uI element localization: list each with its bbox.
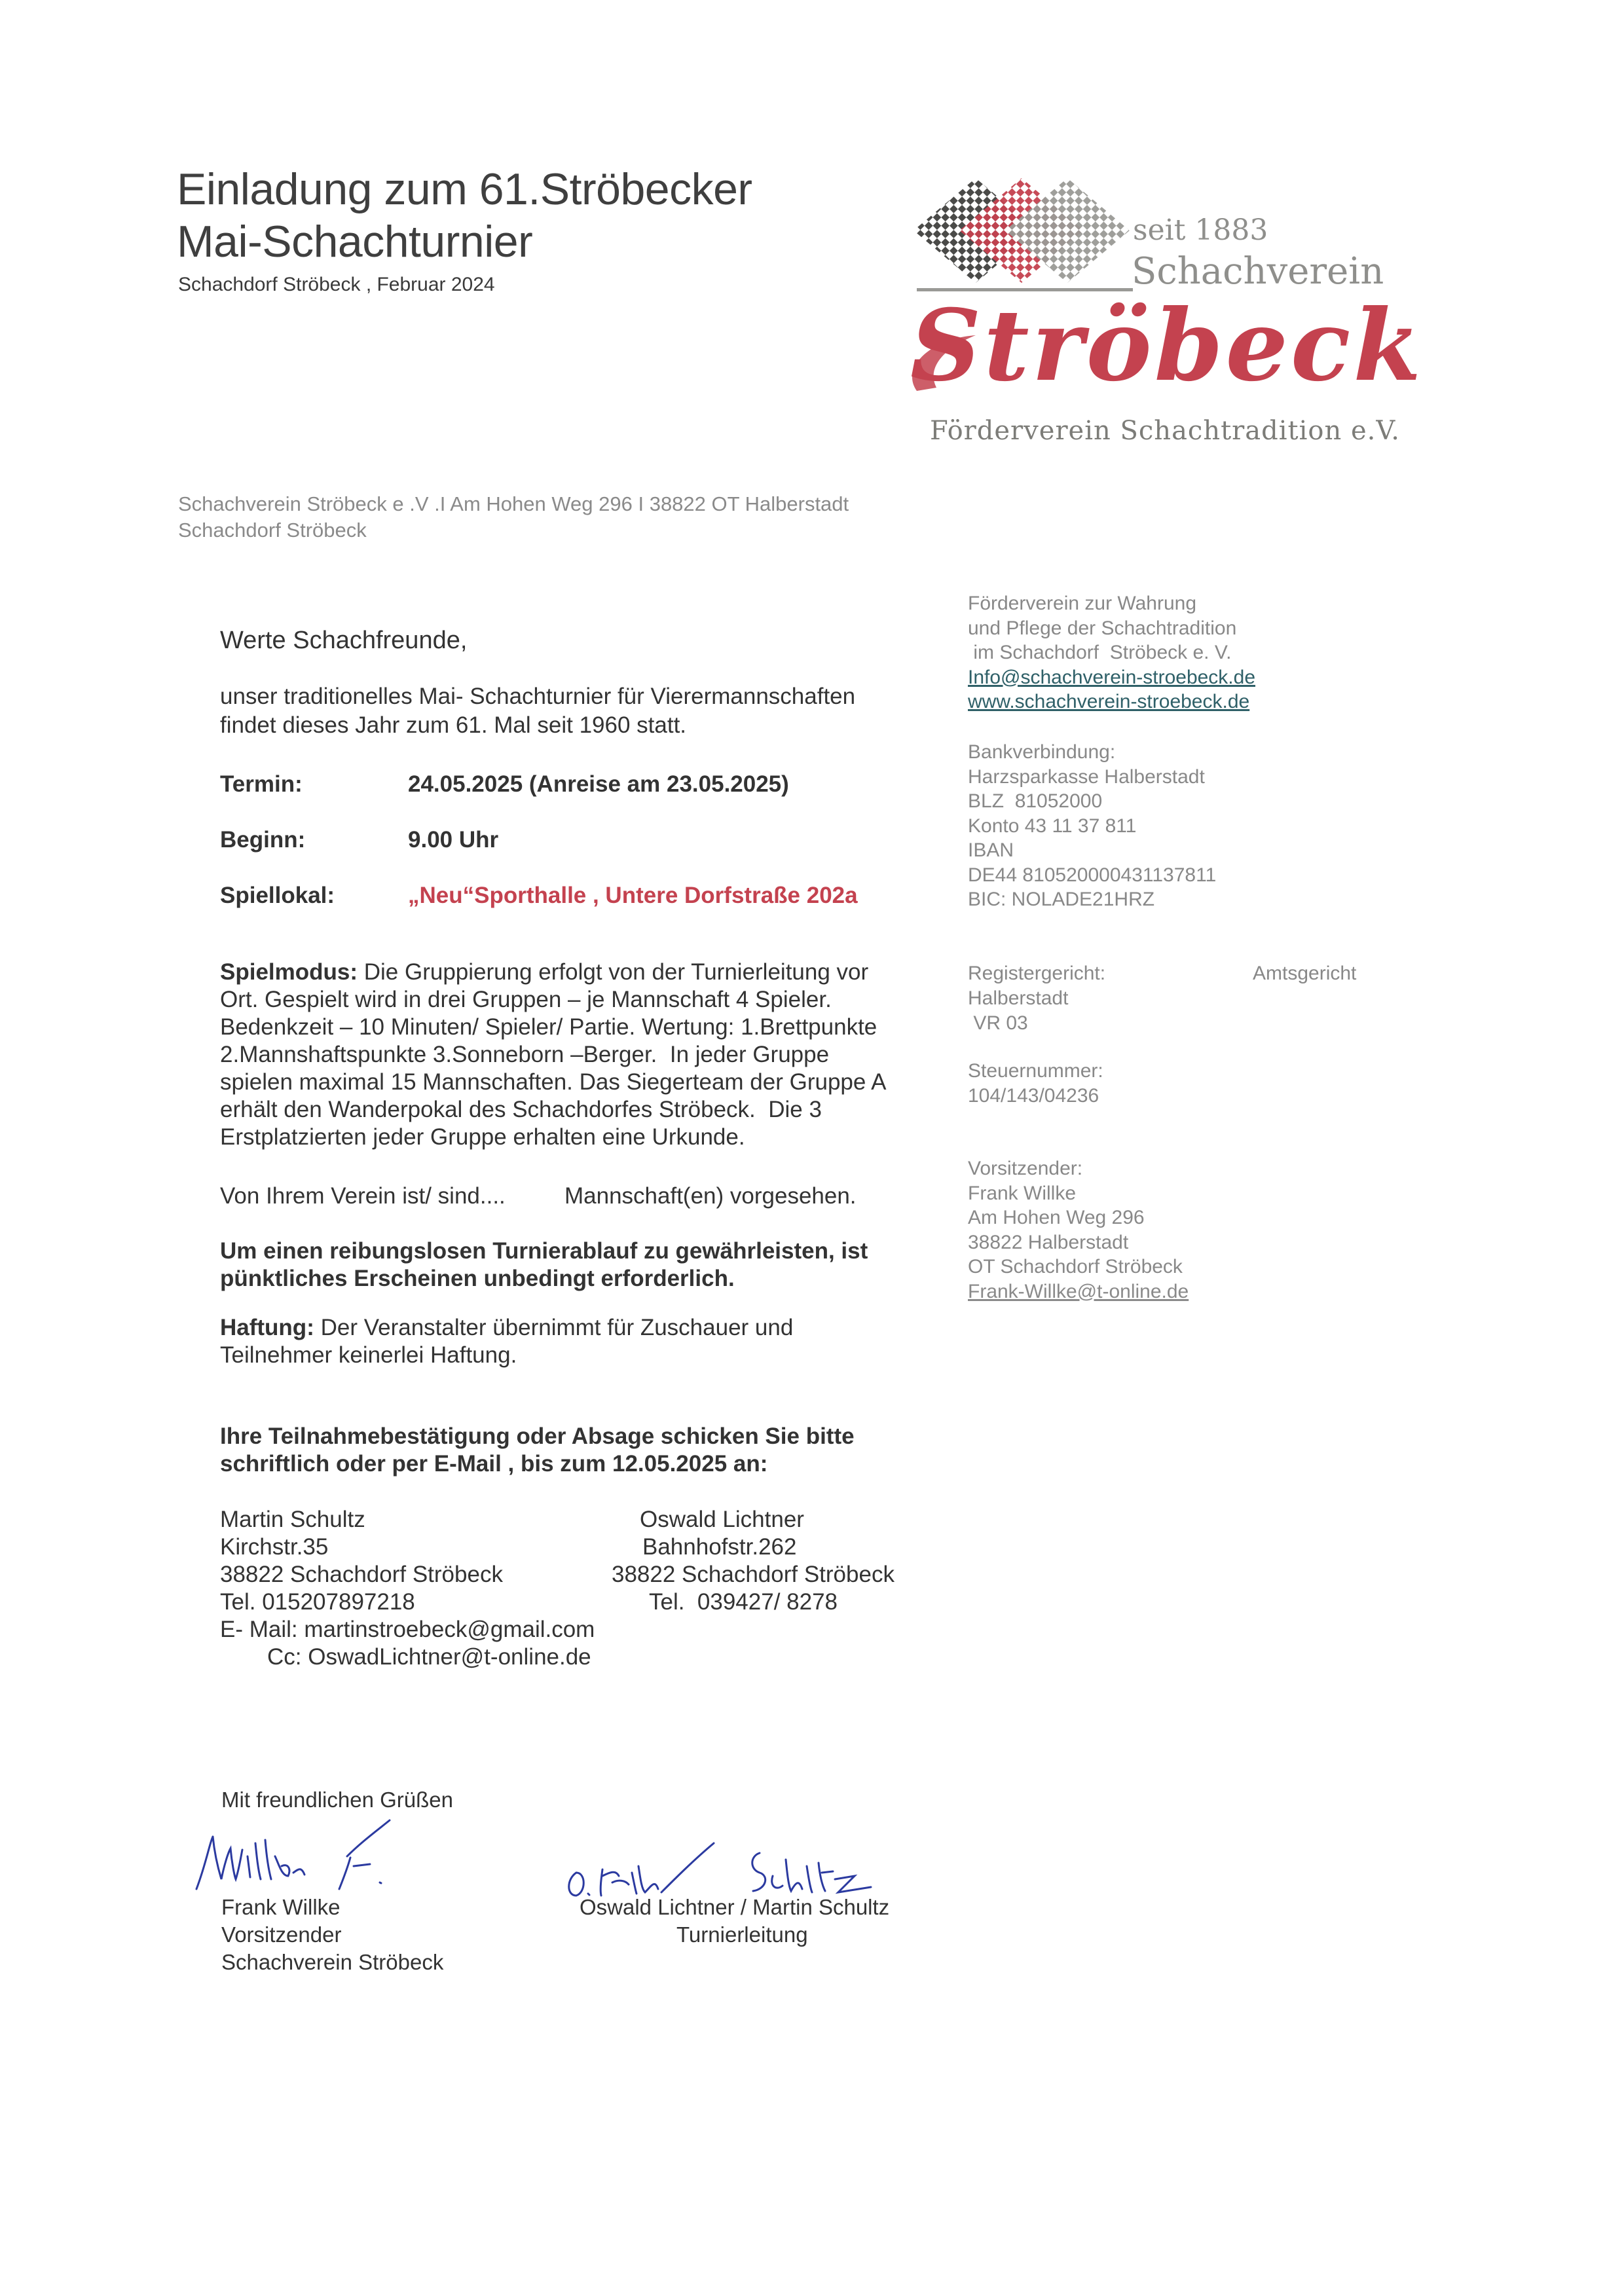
tax-label: Steuernummer: (968, 1060, 1103, 1082)
salutation: Werte Schachfreunde, (220, 627, 468, 654)
register-number: VR 03 (968, 1012, 1028, 1034)
contact-left (220, 1506, 595, 1671)
contact-left-street: Kirchstr.35 (220, 1534, 329, 1560)
teams-suffix: Mannschaft(en) vorgesehen. (564, 1183, 857, 1209)
game-mode-line: Erstplatzierten jeder Gruppe erhalten eine Urkunde. (220, 1124, 745, 1150)
contact-left-phone: Tel. 015207897218 (220, 1589, 415, 1615)
tax-block (968, 1059, 1103, 1108)
contact-left-email[interactable]: E- Mail: martinstroebeck@gmail.com (220, 1617, 595, 1642)
contact-left-cc[interactable]: Cc: OswadLichtner@t-online.de (267, 1644, 591, 1670)
register-court: Amtsgericht (1253, 963, 1357, 984)
chair-name: Frank Willke (968, 1182, 1077, 1204)
contact-right-city: 38822 Schachdorf Ströbeck (612, 1562, 895, 1587)
detail-value-start: 9.00 Uhr (408, 827, 499, 853)
bank-name: Harzsparkasse Halberstadt (968, 765, 1205, 788)
sidebar-org-line: und Pflege der Schachtradition (968, 617, 1237, 639)
game-mode-paragraph (220, 959, 886, 1151)
chair-street: Am Hohen Weg 296 (968, 1207, 1145, 1228)
detail-value-date: 24.05.2025 (Anreise am 23.05.2025) (408, 771, 789, 797)
punctuality-line-2: pünktliches Erscheinen unbedingt erforderlich. (220, 1266, 735, 1291)
signer-left-name: Frank Willke (221, 1895, 341, 1919)
signature-willke-icon (190, 1817, 439, 1896)
game-mode-line: erhält den Wanderpokal des Schachdorfes Ströbeck. Die 3 (220, 1097, 822, 1122)
game-mode-label: Spielmodus: (220, 959, 358, 985)
detail-label-venue: Spiellokal: (220, 883, 335, 908)
game-mode-line: spielen maximal 15 Mannschaften. Das Siegerteam der Gruppe A (220, 1069, 887, 1095)
sidebar-org-line: Förderverein zur Wahrung (968, 593, 1197, 614)
contact-left-city: 38822 Schachdorf Ströbeck (220, 1562, 503, 1587)
detail-label-date: Termin: (220, 771, 303, 797)
punctuality-line-1: Um einen reibungslosen Turnierablauf zu gewährleisten, ist (220, 1238, 868, 1264)
closing-greeting: Mit freundlichen Grüßen (221, 1788, 453, 1812)
club-email-link[interactable]: Info@schachverein-stroebeck.de (968, 666, 1256, 688)
rsvp-line-2: schriftlich oder per E-Mail , bis zum 12.05.2025 an: (220, 1451, 768, 1477)
detail-label-start: Beginn: (220, 827, 306, 853)
intro-line-1: unser traditionelles Mai- Schachturnier für Vierermannschaften (220, 684, 856, 709)
rsvp-line-1: Ihre Teilnahmebestätigung oder Absage schicken Sie bitte (220, 1423, 855, 1449)
bank-iban-label: IBAN (968, 839, 1014, 861)
logo-name-text: Ströbeck (910, 288, 1424, 403)
signer-left (221, 1894, 443, 1976)
register-label: Registergericht: (968, 963, 1106, 984)
signer-left-role: Vorsitzender (221, 1922, 342, 1947)
sidebar-org-line: im Schachdorf Ströbeck e. V. (968, 642, 1232, 663)
game-mode-line: Bedenkzeit – 10 Minuten/ Spieler/ Partie. Wertung: 1.Brettpunkte (220, 1014, 877, 1040)
return-address-line-1: Schachverein Ströbeck e .V .I Am Hohen Weg 296 I 38822 OT Halberstadt (178, 492, 849, 515)
tax-number: 104/143/04236 (968, 1084, 1099, 1107)
bank-iban: DE44 810520000431137811 (968, 864, 1217, 886)
signer-right-role: Turnierleitung (676, 1922, 808, 1947)
intro-line-2: findet dieses Jahr zum 61. Mal seit 1960 statt. (220, 712, 687, 738)
contact-right-street: Bahnhofstr.262 (642, 1534, 797, 1560)
signer-right-names: Oswald Lichtner / Martin Schultz (580, 1895, 890, 1919)
bank-account: Konto 43 11 37 811 (968, 815, 1137, 837)
register-city: Halberstadt (968, 987, 1069, 1009)
liability-line-2: Teilnehmer keinerlei Haftung. (220, 1342, 517, 1368)
teams-prefix: Von Ihrem Verein ist/ sind.... (220, 1183, 506, 1209)
document-subtitle: Schachdorf Ströbeck , Februar 2024 (178, 274, 495, 295)
chair-district: OT Schachdorf Ströbeck (968, 1256, 1183, 1277)
contact-right-phone: Tel. 039427/ 8278 (649, 1589, 838, 1615)
liability-text: Der Veranstalter übernimmt für Zuschauer und (314, 1315, 794, 1340)
chair-city: 38822 Halberstadt (968, 1231, 1129, 1253)
game-mode-line: 2.Mannshaftspunkte 3.Sonneborn –Berger. In jeder Gruppe (220, 1042, 830, 1067)
signer-left-org: Schachverein Ströbeck (221, 1950, 444, 1974)
game-mode-line: Ort. Gespielt wird in drei Gruppen – je Mannschaft 4 Spieler. (220, 987, 832, 1012)
liability-line-1 (220, 1314, 793, 1342)
game-mode-line: Die Gruppierung erfolgt von der Turnierleitung vor (358, 959, 869, 985)
document-title-line-1: Einladung zum 61.Ströbecker (177, 164, 752, 214)
document-title-line-2: Mai-Schachturnier (177, 217, 533, 266)
bank-bic: BIC: NOLADE21HRZ (968, 889, 1155, 910)
register-block (968, 986, 1068, 1035)
bank-blz: BLZ 81052000 (968, 790, 1103, 812)
logo-since-text: seit 1883 (1133, 213, 1268, 247)
contact-left-name: Martin Schultz (220, 1507, 365, 1532)
club-website-link[interactable]: www.schachverein-stroebeck.de (968, 691, 1250, 712)
chair-email-link[interactable]: Frank-Willke@t-online.de (968, 1280, 1189, 1302)
logo-tagline-text: Förderverein Schachtradition e.V. (930, 416, 1400, 446)
liability-label: Haftung: (220, 1315, 314, 1340)
return-address-line-2: Schachdorf Ströbeck (178, 519, 367, 542)
chair-label: Vorsitzender: (968, 1158, 1083, 1179)
chair-block (968, 1156, 1189, 1304)
sidebar-bank-block (968, 740, 1216, 912)
bank-label: Bankverbindung: (968, 741, 1116, 763)
contact-right-name: Oswald Lichtner (640, 1507, 804, 1532)
logo-club-text: Schachverein (1132, 250, 1384, 293)
sidebar-org-block (968, 591, 1255, 714)
detail-value-venue: „Neu“Sporthalle , Untere Dorfstraße 202a (408, 883, 858, 908)
